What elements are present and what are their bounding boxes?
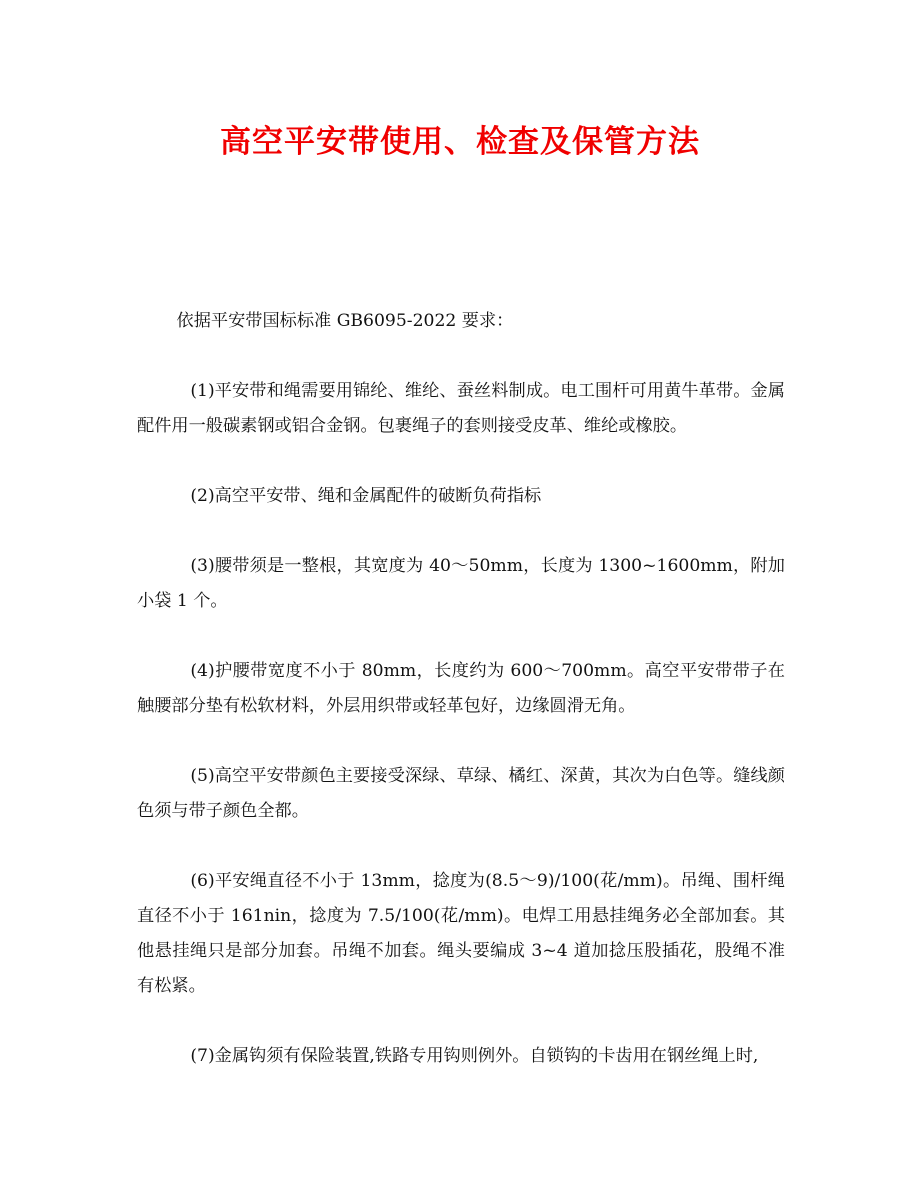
paragraph-5: (5)高空平安带颜色主要接受深绿、草绿、橘红、深黄，其次为白色等。缝线颜色须与带子颜色全都。 xyxy=(137,766,785,821)
intro-paragraph: 依据平安带国标标准 GB6095-2022 要求： xyxy=(176,311,514,331)
document-body xyxy=(137,304,785,1109)
paragraph-2: (2)高空平安带、绳和金属配件的破断负荷指标 xyxy=(190,486,542,506)
paragraph-3: (3)腰带须是一整根，其宽度为 40～50mm，长度为 1300~1600mm，附加小袋 1 个。 xyxy=(137,556,785,611)
paragraph-1: (1)平安带和绳需要用锦纶、维纶、蚕丝料制成。电工围杆可用黄牛革带。金属配件用一般碳素钢或铝合金钢。包裹绳子的套则接受皮革、维纶或橡胶。 xyxy=(137,381,785,436)
paragraph-6: (6)平安绳直径不小于 13mm，捻度为(8.5～9)/100(花/mm)。吊绳、围杆绳直径不小于 161nin，捻度为 7.5/100(花/mm)。电焊工用悬挂绳务必全部加套。其他悬挂绳只是部分加套。吊绳不加套。绳头要编成 3~4 道加捻压股插花，股绳不准有松紧。 xyxy=(137,871,785,996)
paragraph-7: (7)金属钩须有保险装置,铁路专用钩则例外。自锁钩的卡齿用在钢丝绳上时, xyxy=(190,1046,759,1066)
paragraph-4: (4)护腰带宽度不小于 80mm，长度约为 600～700mm。高空平安带带子在触腰部分垫有松软材料，外层用织带或轻革包好，边缘圆滑无角。 xyxy=(137,661,785,716)
document-title: 高空平安带使用、检查及保管方法 xyxy=(220,124,700,160)
